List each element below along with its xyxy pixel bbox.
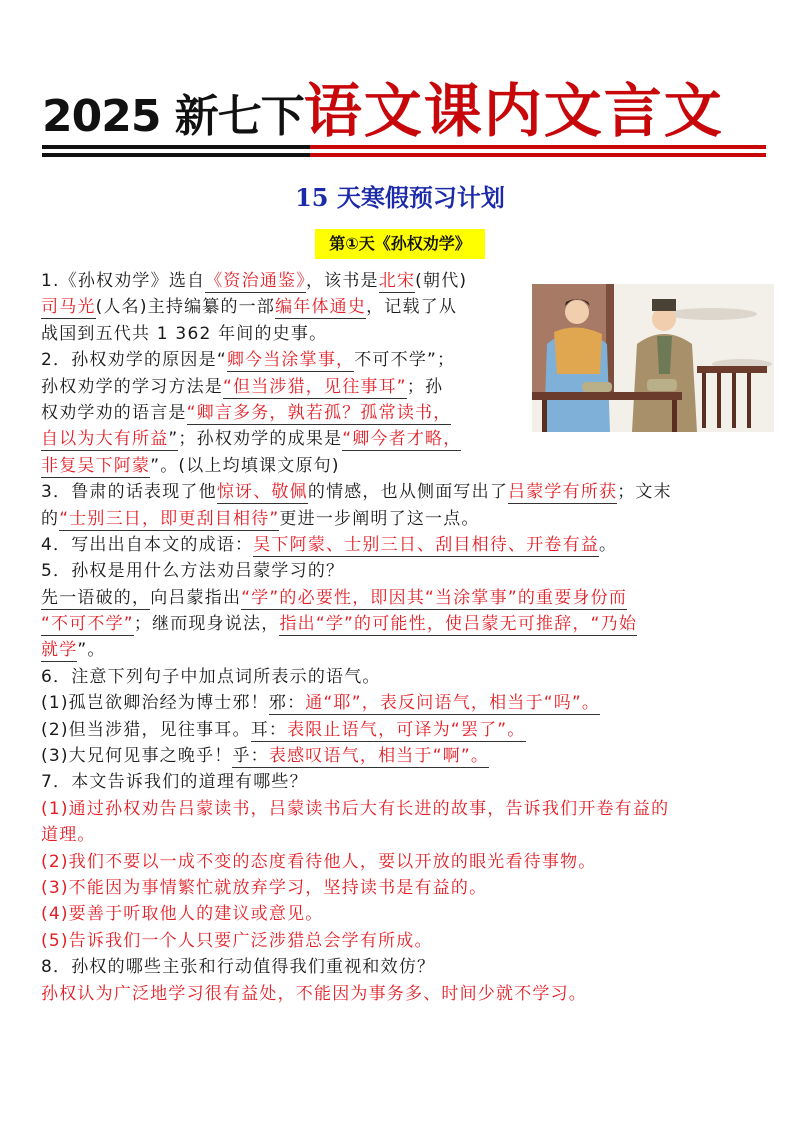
page-title <box>42 77 724 145</box>
q1-text: (人名)主持编纂的一部 <box>95 297 276 318</box>
title-red: 语文课内文言文 <box>303 77 724 145</box>
q4-line <box>41 532 781 558</box>
q6-word: 耳： <box>250 719 288 740</box>
q6-sentence: (2)但当涉猎，见往事耳。 <box>41 719 251 740</box>
q1-answer-genre: 编年体通史 <box>275 297 367 318</box>
q2-line-1 <box>41 347 781 373</box>
q1-line-2 <box>41 294 781 320</box>
q7-answer-2: (2)我们不要以一成不变的态度看待他人，要以开放的眼光看待事物。 <box>41 851 597 872</box>
q2-answer-reason: 卿今当涂掌事， <box>226 350 355 371</box>
q4-text: 4．写出出自本文的成语： <box>41 534 254 555</box>
q6-item-1 <box>41 690 781 716</box>
q2-text: 不可不学”； <box>354 350 456 371</box>
q3-text: 的 <box>41 508 60 529</box>
q8-answer: 孙权认为广泛地学习很有益处，不能因为事务多、时间少就不学习。 <box>41 983 587 1004</box>
title-rule-red-top <box>310 145 766 149</box>
day-badge: 第①天《孙权劝学》 <box>315 229 485 259</box>
q5-line-3 <box>41 637 781 663</box>
q2-answer-language-cont: 自以为大有所益 <box>41 429 169 450</box>
q5-question: 5．孙权是用什么方法劝吕蒙学习的？ <box>41 561 345 582</box>
q2-answer-method: “但当涉猎，见往事耳” <box>223 376 407 397</box>
q7-answer-1-cont: 道理。 <box>41 825 96 846</box>
document-body <box>41 268 781 1007</box>
q1-answer-dynasty: 北宋 <box>378 271 416 291</box>
q2-text: ；孙 <box>406 376 444 397</box>
subtitle: 15 天寒假预习计划 <box>295 183 505 212</box>
q7-answer-4: (4)要善于听取他人的建议或意见。 <box>41 904 324 925</box>
title-black: 2025 新七下 <box>42 91 304 142</box>
q2-line-4 <box>41 426 781 452</box>
title-rule-red-bottom <box>310 153 766 157</box>
q6-word: 乎： <box>232 746 269 767</box>
q1-answer-source: 《资治通鉴》 <box>205 271 306 291</box>
q5-text: 先一语破的， <box>41 587 151 608</box>
title-rule-black-top <box>42 145 310 149</box>
q4-answer-idioms: 吴下阿蒙、士别三日、刮目相待、开卷有益 <box>253 534 600 555</box>
q3-text: 3．鲁肃的话表现了他 <box>41 482 217 503</box>
q2-answer-result-cont: 非复吴下阿蒙 <box>41 455 151 476</box>
q7-answer-1: (1)通过孙权劝告吕蒙读书，吕蒙读书后大有长进的故事，告诉我们开卷有益的 <box>41 798 670 819</box>
q3-text: 的情感，也从侧面写出了 <box>307 482 509 503</box>
title-rule-black-bottom <box>42 153 310 157</box>
q5-line-2 <box>41 611 781 637</box>
q1-line-1 <box>41 268 781 294</box>
q3-answer-quote: “士别三日，即更刮目相待” <box>59 508 280 529</box>
q6-question: 6．注意下列句子中加点词所表示的语气。 <box>41 666 381 687</box>
q2-text: ” <box>168 429 179 450</box>
q5-answer: “不可不学” <box>41 614 134 635</box>
q2-text: ”。(以上均填课文原句) <box>150 455 340 476</box>
q5-line-1 <box>41 585 781 611</box>
q1-text: (朝代) <box>415 271 468 291</box>
q5-text: ”。 <box>77 640 106 661</box>
q2-text: 2．孙权劝学的原因是“ <box>41 350 227 371</box>
q5-answer: 指出“学”的可能性，使吕蒙无可推辞，“乃始 <box>279 614 638 635</box>
q6-sentence: (1)孤岂欲卿治经为博士邪！ <box>41 693 269 714</box>
q5-text: ；继而现身说法， <box>133 614 280 635</box>
q2-line-2 <box>41 374 781 400</box>
q2-text: 孙权劝学的学习方法是 <box>41 376 223 397</box>
q3-line-1 <box>41 479 781 505</box>
q1-text: ，记载了从 <box>366 297 458 318</box>
q6-answer: 通“耶”，表反问语气，相当于“吗”。 <box>305 693 601 714</box>
q2-line-3 <box>41 400 781 426</box>
q2-text: ；孙权劝学的成果是 <box>178 429 343 450</box>
q5-text: 向吕蒙指出 <box>150 587 242 608</box>
q7-answer-5: (5)告诉我们一个人只要广泛涉猎总会学有所成。 <box>41 930 433 951</box>
q6-answer: 表感叹语气，相当于“啊”。 <box>268 746 490 767</box>
q7-question: 7．本文告诉我们的道理有哪些？ <box>41 772 308 793</box>
q6-word: 邪： <box>268 693 306 714</box>
q3-answer-emotion: 惊讶、敬佩 <box>216 482 308 503</box>
q6-sentence: (3)大兄何见事之晚乎！ <box>41 746 233 767</box>
q6-item-3 <box>41 743 781 769</box>
q3-line-2 <box>41 506 781 532</box>
q6-item-2 <box>41 717 781 743</box>
q1-text: 1.《孙权劝学》选自 <box>41 271 206 291</box>
q2-answer-result: “卿今者才略， <box>342 429 462 450</box>
q3-text: 更进一步阐明了这一点。 <box>279 508 480 529</box>
q5-answer: 就学 <box>41 640 78 661</box>
q4-text: 。 <box>599 534 618 555</box>
q3-answer-gain: 吕蒙学有所获 <box>508 482 618 503</box>
q6-answer: 表限止语气，可译为“罢了”。 <box>287 719 526 740</box>
q3-text: ；文末 <box>617 482 672 503</box>
q2-line-5 <box>41 453 781 479</box>
q1-answer-author: 司马光 <box>41 297 96 318</box>
q1-line-3: 战国到五代共 1 362 年间的史事。 <box>41 323 328 344</box>
q2-answer-language: “卿言多务，孰若孤？孤常读书， <box>186 402 452 423</box>
q5-answer: “学”的必要性，即因其“当涂掌事”的重要身份而 <box>241 587 628 608</box>
q2-text: 权劝学劝的语言是 <box>41 402 187 423</box>
q8-question: 8．孙权的哪些主张和行动值得我们重视和效仿？ <box>41 957 436 978</box>
page-header <box>40 77 760 160</box>
q1-text: ，该书是 <box>305 271 379 291</box>
q7-answer-3: (3)不能因为事情繁忙就放弃学习，坚持读书是有益的。 <box>41 877 488 898</box>
